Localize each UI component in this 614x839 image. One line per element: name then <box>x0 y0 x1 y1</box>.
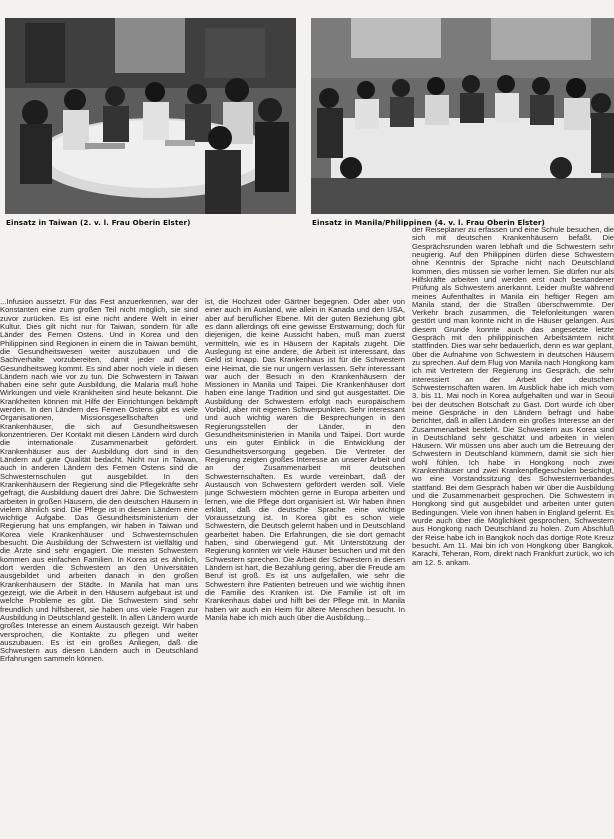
photo-taiwan-illustration <box>5 18 296 214</box>
column-1-text: ...Infusion aussetzt. Für das Fest anzuerkennen, war der Konstanten eine zum großen Teil nicht möglich, sie sind zuvor zurücken. Es ist eine nicht andere Welt in einer Kultur. Dies gilt nicht nur für Taiwan, sondern für alle Länder des Fernen Ostens. Und in Korea und den Philippinen sind Regionen in einem die in Taiwan bemüht, die Gesundheitswesen weiter auszubauen und die Sachverhalte vorzubereiten, damit jeder auf dem Gesundheitsweg kommt. Es sind aber noch viele in diesen Ländern nach wie vor zu tun. Die Schwestern in Taiwan haben eine sehr gute Ausbildung, die Malaria muß hohe Wirkungen und viele Krankheiten sind heute bekannt. Die Krankheiten können mit Hilfe der Einrichtungen bekämpft werden. In den Ländern des Fernen Ostens gibt es viele Organisationen, Missionsgesellschaften und Krankenhäuser, die sich auf Gesundheitswesen konzentrieren. Der Kontakt mit diesen Ländern wird durch die internationale Zusammenarbeit gefördert. Krankenhäuser aus der Ausbildung dort sind in den Ländern auf gute Qualität bedacht. Nicht nur in Taiwan, auch in anderen Ländern des Fernen Ostens sind die Schwesternschulen gut ausgebildet. In den Krankenhäusern der Regierung sind die Pflegekräfte sehr gefragt, die Ausbildung dauert drei Jahre. Die Schwestern arbeiten in großen Häusern, die den deutschen Häusern in vielem ähnlich sind. Die Pflege ist in diesen Ländern eine wichtige Aufgabe. Das Gesundheitsministerium der Regierung hat uns empfangen, wir haben in Taiwan und Korea viele Krankenhäuser und Schwesternschulen besucht. Die Ausbildung der Schwestern ist vielfältig und die Ärzte sind sehr engagiert. Die meisten Schwestern kommen aus einfachen Familien. In Korea ist es ähnlich, dort werden die Schwestern an den Universitäten ausgebildet und arbeiten danach in den großen Krankenhäusern der Städte. In Manila hat man uns gezeigt, wie die Arbeit in den Häusern aufgebaut ist und welche Probleme es gibt. Die Schwestern sind sehr freundlich und hilfsbereit, sie haben uns viele Fragen zur Ausbildung in Deutschland gestellt. In allen Ländern wurde großes Interesse an einem Austausch gezeigt. Wir haben versprochen, die Kontakte zu pflegen und weiter auszubauen. Es ist ein großes Anliegen, daß die Schwestern aus diesen Ländern auch in Deutschland Erfahrungen sammeln können. <box>0 298 198 664</box>
text-column-3 <box>412 226 614 839</box>
column-3-text: der Reiseplaner zu erfassen und eine Schule besuchen, die sich mit deutschen Krankenhäusern befaßt. Die Gesprächsrunden waren lebhaft und die Schwestern sehr neugierig. Auf den Philippinen dürfen diese Schwestern ohne Kenntnis der Sprache nicht nach Deutschland kommen, dies müssen sie vorher lernen. Sie dürfen nur als Hilfskräfte arbeiten und werden erst nach bestandener Prüfung als Schwestern anerkannt. Leider mußte während meines Aufenthaltes in Manila ein heftiger Regen am Manila stand, der die Straßen überschwemmte. Der Verkehr brach zusammen, die Telefonleitungen waren gestört und man konnte nicht in die Häuser gelangen. Aus diesem Grunde konnte auch das angesetzte letzte Gespräch mit den philippinischen Arbeitsämtern nicht stattfinden. Dies war sehr bedauerlich, denn es war geplant, über die Aufnahme von Schwestern in deutschen Häusern zu sprechen. Auf dem Flug von Manila nach Hongkong kam ich mit Vertretern der Regierung ins Gespräch, die sehr interessiert an der Arbeit der deutschen Schwesternschaften waren. Im Ausblick habe ich mich vom 3. bis 11. Mai noch in Korea aufgehalten und war in Seoul bei der deutschen Botschaft zu Gast. Dort wurde ich über meine Gespräche in den Ländern befragt und habe berichtet, daß in allen Ländern ein großes Interesse an der Zusammenarbeit besteht. Die Schwestern aus Korea sind in Deutschland sehr geschätzt und arbeiten in vielen Häusern. Wir müssen uns aber auch um die Betreuung der Schwestern in Deutschland kümmern, damit sie sich hier wohl fühlen. Ich habe in Hongkong noch zwei Krankenhäuser und zwei Krankenpflegeschulen besichtigt, wo eine Vorstandssitzung des Schwesternverbandes stattfand. Bei dem Gespräch haben wir über die Ausbildung und die Zusammenarbeit gesprochen. Die Schwestern in Hongkong sind gut ausgebildet und arbeiten unter guten Bedingungen. Viele von ihnen haben in England gelernt. Es wurde auch über die Möglichkeit gesprochen, Schwestern aus Hongkong nach Deutschland zu holen. Zum Abschluß der Reise habe ich in Bangkok noch das dortige Rote Kreuz besucht. Am 11. Mai bin ich von Hongkong über Bangkok, Karachi, Teheran, Rom, direkt nach Frankfurt zurück, wo ich am 12. 5. ankam. <box>412 226 614 567</box>
caption-taiwan: Einsatz in Taiwan (2. v. l. Frau Oberin Elster) <box>6 218 191 227</box>
text-column-1 <box>0 298 198 839</box>
text-column-2 <box>205 298 405 839</box>
photo-manila-meeting <box>311 18 614 214</box>
photo-taiwan-meeting <box>5 18 296 214</box>
photo-manila-illustration <box>311 18 614 214</box>
caption-manila: Einsatz in Manila/Philippinen (4. v. l. Frau Oberin Elster) <box>312 218 545 227</box>
column-2-text: ist, die Hochzeit oder Gärtner begegnen. Oder aber von einer auch im Ausland, wie allein in Kanada und den USA, aber auf beruflicher Ebene. Mit der guten Beziehung gibt es dann allerdings oft eine gewisse Erstwarnung; doch für diejenigen, die keine Aussicht haben, muß man zuerst vermitteln, wie es in Häusern der Kapitals zugeht. Die Auslegung ist eine andere, die Arbeit ist interessant, das Geld ist knapp. Das Krankenhaus ist für die Schwestern eine Heimat, die sie nur ungern verlassen. Sehr interessant war auch der Besuch in den Krankenhäusern der Missionen in Manila und Taipei. Die Krankenhäuser dort haben eine lange Tradition und sind gut ausgestattet. Die Ausbildung der Schwestern erfolgt nach europäischem Vorbild, aber mit eigenen Schwerpunkten. Sehr interessant und auch wichtig waren die Besprechungen in den Regierungsstellen der Länder, in den Gesundheitsministerien in Manila und Taipei. Dort wurde uns ein guter Einblick in die Entwicklung der Gesundheitsversorgung gegeben. Die Vertreter der Regierung zeigten großes Interesse an unserer Arbeit und an der Zusammenarbeit mit deutschen Schwesternschaften. Es wurde vereinbart, daß der Austausch von Schwestern gefördert werden soll. Viele junge Schwestern möchten gerne in Europa arbeiten und lernen, wie die Pflege dort organisiert ist. Wir haben ihnen erklärt, daß die deutsche Sprache eine wichtige Voraussetzung ist. In Korea gibt es schon viele Schwestern, die Deutsch gelernt haben und in Deutschland gearbeitet haben. Die Erfahrungen, die sie dort gemacht haben, sind überwiegend gut. Mit Unterstützung der Regierung konnten wir viele Häuser besuchen und mit den Schwestern sprechen. Die Arbeit der Schwestern in diesen Ländern ist hart, die Bezahlung gering, aber die Freude am Beruf ist groß. Es ist uns aufgefallen, wie sehr die Schwestern ihre Patienten betreuen und wie wichtig ihnen die Familie des Kranken ist. Die Familie ist oft im Krankenhaus dabei und hilft bei der Pflege mit. In Manila haben wir auch ein Heim für ältere Menschen besucht. In Manila habe ich mich auch über die Ausbildung... <box>205 298 405 622</box>
